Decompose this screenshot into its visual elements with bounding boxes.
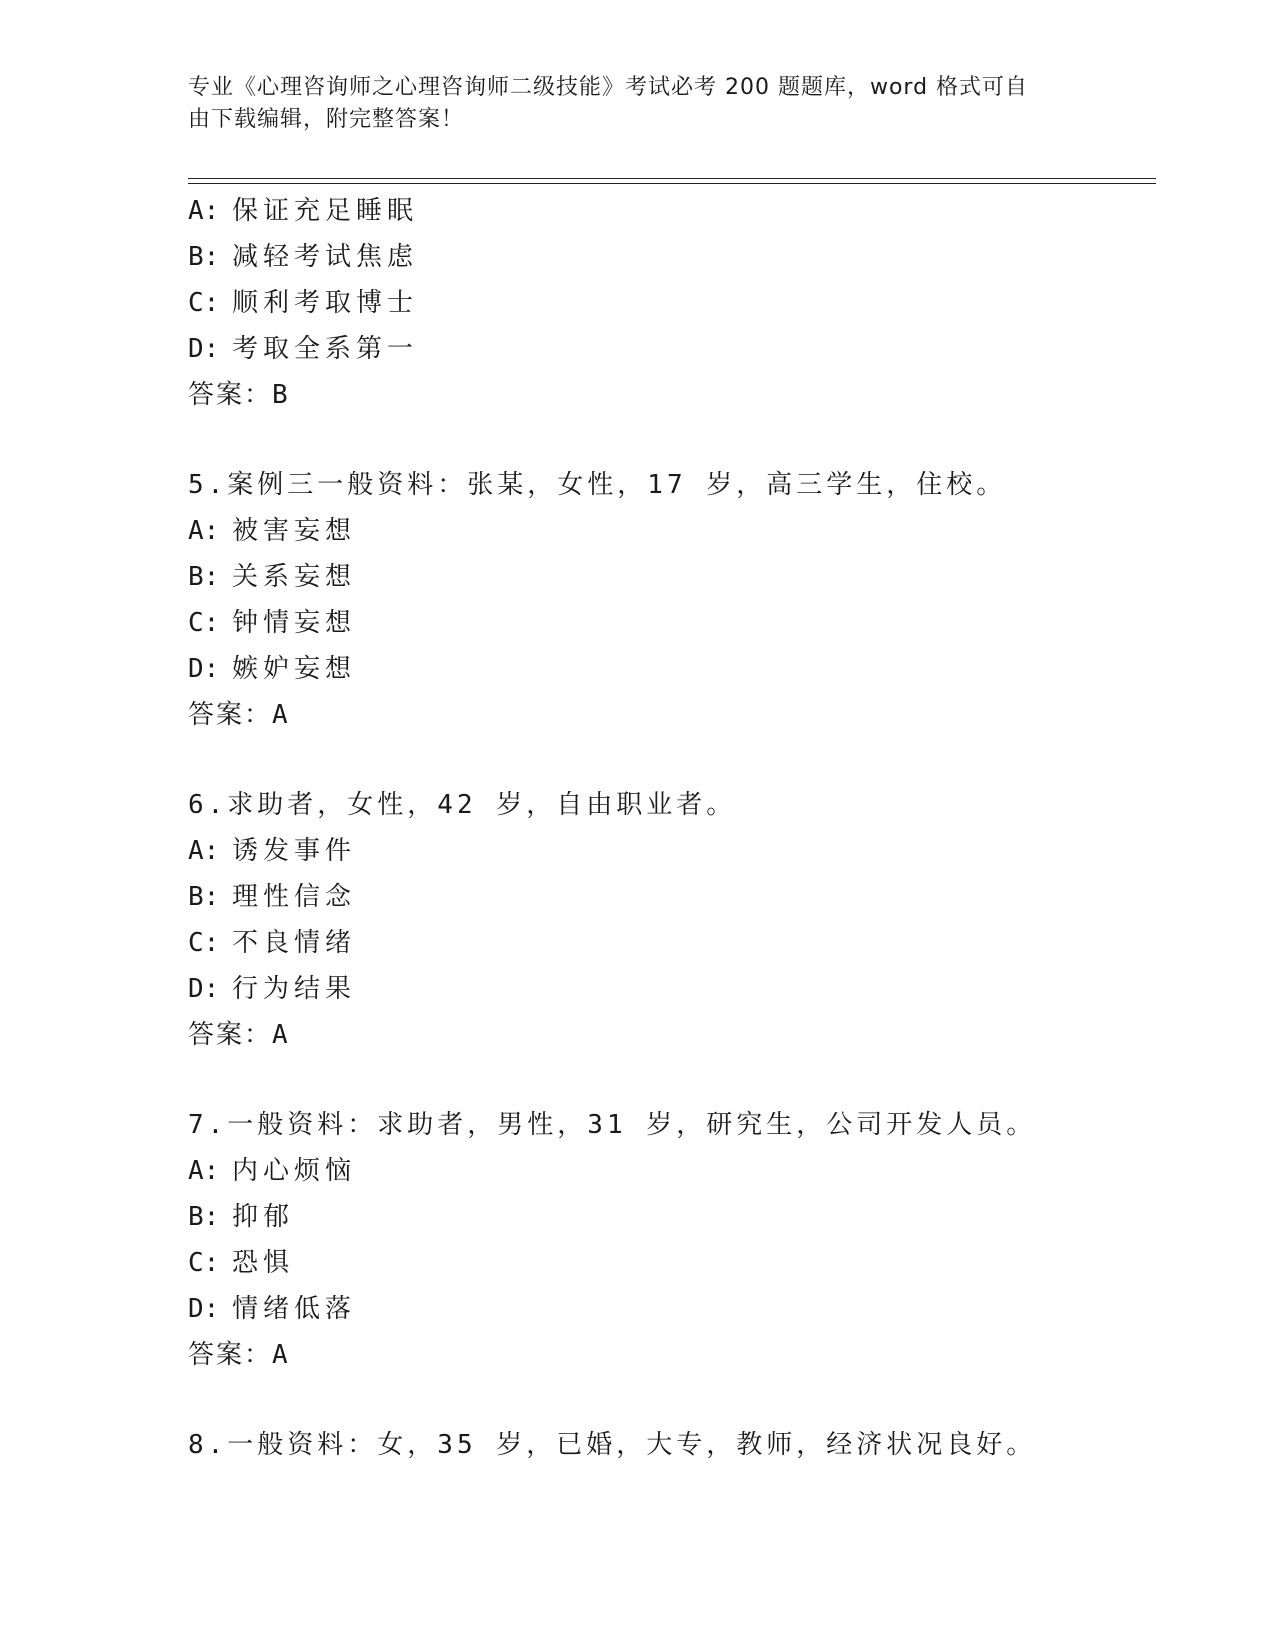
option-key: D: <box>188 974 220 1004</box>
option-d <box>188 326 1156 372</box>
option-d <box>188 646 1156 692</box>
question-block <box>188 782 1156 1058</box>
option-a <box>188 828 1156 874</box>
option-b <box>188 554 1156 600</box>
question-block <box>188 1422 1156 1468</box>
question-block <box>188 1102 1156 1378</box>
option-text: 被害妄想 <box>232 516 357 546</box>
option-d <box>188 966 1156 1012</box>
option-c <box>188 600 1156 646</box>
option-c <box>188 280 1156 326</box>
document-header <box>188 72 1068 136</box>
option-text: 抑郁 <box>232 1202 295 1232</box>
option-text: 考取全系第一 <box>232 334 419 364</box>
question-stem: 5.案例三一般资料：张某，女性，17 岁，高三学生，住校。 <box>188 470 1007 500</box>
option-key: C: <box>188 608 220 638</box>
option-key: C: <box>188 288 220 318</box>
option-key: D: <box>188 1294 220 1324</box>
header-line-1: 专业《心理咨询师之心理咨询师二级技能》考试必考 200 题题库，word 格式可自 <box>188 75 1029 100</box>
option-key: B: <box>188 1202 220 1232</box>
option-text: 顺利考取博士 <box>232 288 419 318</box>
option-key: D: <box>188 654 220 684</box>
option-b <box>188 1194 1156 1240</box>
option-c <box>188 920 1156 966</box>
question-block <box>188 462 1156 738</box>
answer-line: 答案：A <box>188 1340 290 1370</box>
answer-line: 答案：A <box>188 700 290 730</box>
option-key: C: <box>188 928 220 958</box>
question-list <box>188 188 1156 1468</box>
header-line-2: 由下载编辑，附完整答案！ <box>188 107 465 132</box>
option-text: 恐惧 <box>232 1248 295 1278</box>
question-stem: 8.一般资料：女，35 岁，已婚，大专，教师，经济状况良好。 <box>188 1430 1037 1460</box>
option-key: A: <box>188 836 220 866</box>
option-a <box>188 188 1156 234</box>
option-key: C: <box>188 1248 220 1278</box>
option-key: B: <box>188 562 220 592</box>
header-divider-top <box>188 178 1156 179</box>
option-key: B: <box>188 882 220 912</box>
question-stem: 7.一般资料：求助者，男性，31 岁，研究生，公司开发人员。 <box>188 1110 1037 1140</box>
option-text: 减轻考试焦虑 <box>232 242 419 272</box>
question-stem: 6.求助者，女性，42 岁，自由职业者。 <box>188 790 737 820</box>
option-text: 内心烦恼 <box>232 1156 357 1186</box>
option-b <box>188 874 1156 920</box>
option-text: 诱发事件 <box>232 836 357 866</box>
option-text: 保证充足睡眠 <box>232 196 419 226</box>
option-key: A: <box>188 1156 220 1186</box>
header-divider-bottom <box>188 183 1156 184</box>
option-text: 不良情绪 <box>232 928 357 958</box>
option-key: D: <box>188 334 220 364</box>
option-text: 关系妄想 <box>232 562 357 592</box>
option-key: A: <box>188 196 220 226</box>
option-text: 理性信念 <box>232 882 357 912</box>
option-key: B: <box>188 242 220 272</box>
option-text: 钟情妄想 <box>232 608 357 638</box>
option-a <box>188 1148 1156 1194</box>
option-c <box>188 1240 1156 1286</box>
option-text: 嫉妒妄想 <box>232 654 357 684</box>
option-a <box>188 508 1156 554</box>
option-key: A: <box>188 516 220 546</box>
question-block <box>188 188 1156 418</box>
option-text: 行为结果 <box>232 974 357 1004</box>
answer-line: 答案：B <box>188 380 290 410</box>
option-d <box>188 1286 1156 1332</box>
answer-line: 答案：A <box>188 1020 290 1050</box>
option-text: 情绪低落 <box>232 1294 357 1324</box>
option-b <box>188 234 1156 280</box>
